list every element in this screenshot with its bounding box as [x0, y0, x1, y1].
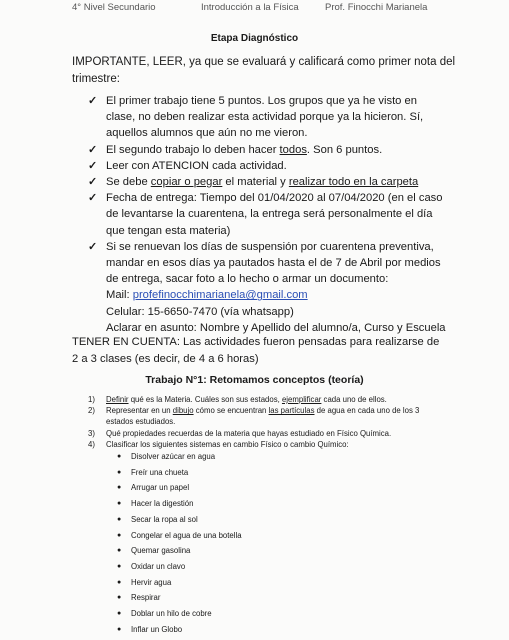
- item-text: Leer con ATENCION cada actividad.: [106, 159, 287, 172]
- bullet-icon: ●: [117, 547, 122, 555]
- list-item: [106, 577, 428, 588]
- list-item: [106, 561, 428, 572]
- list-item: [88, 174, 448, 190]
- checkmark-icon: ✓: [88, 192, 98, 205]
- list-item: [106, 624, 428, 635]
- bullet-icon: ●: [117, 515, 122, 523]
- bullet-icon: ●: [117, 594, 122, 602]
- task-item: [88, 439, 428, 635]
- list-item: [106, 530, 428, 541]
- list-item: [88, 190, 448, 239]
- task-text: Qué propiedades recuerdas de la materia que hayas estudiado en Físico Química.: [106, 428, 392, 438]
- contact-block: [106, 287, 448, 336]
- list-item-text: Respirar: [131, 593, 161, 603]
- email-link[interactable]: profefinocchimarianela@gmail.com: [132, 289, 308, 302]
- list-item-text: Hervir agua: [131, 577, 172, 587]
- task-number: 4): [88, 439, 95, 449]
- bullet-icon: ●: [117, 562, 122, 570]
- checkmark-icon: ✓: [88, 240, 98, 253]
- task-item: [88, 405, 428, 427]
- header-teacher: Prof. Finocchi Marianela: [325, 2, 428, 13]
- list-item-text: Quemar gasolina: [131, 546, 191, 556]
- mail-line: [106, 287, 448, 303]
- task-text: Representar en un: [106, 406, 173, 416]
- checkmark-icon: ✓: [88, 159, 98, 172]
- bullet-icon: ●: [117, 484, 122, 492]
- list-item: [106, 514, 428, 525]
- assignment-title: Trabajo N°1: Retomamos conceptos (teoría): [145, 374, 364, 386]
- task-item: [88, 394, 428, 405]
- list-item: [106, 498, 428, 509]
- tasks-list: [88, 394, 428, 639]
- list-item-text: Oxidar un clavo: [131, 561, 186, 571]
- mail-label: Mail:: [106, 289, 133, 302]
- task-item: [88, 428, 428, 439]
- list-item-text: Inflar un Globo: [131, 624, 183, 634]
- item-text: . Son 6 puntos.: [306, 143, 383, 156]
- list-item: [106, 545, 428, 556]
- bullet-icon: ●: [117, 610, 122, 618]
- page-title: Etapa Diagnóstico: [210, 33, 299, 44]
- intro-paragraph: IMPORTANTE, LEER, ya que se evaluará y calificará como primer nota del trimestre:: [72, 56, 456, 85]
- task-number: 1): [88, 395, 95, 404]
- bullet-icon: ●: [117, 578, 122, 586]
- task-text: cómo se encuentran: [193, 406, 269, 416]
- task-text-underlined: ejemplificar: [281, 395, 322, 404]
- checkmark-icon: ✓: [88, 176, 98, 189]
- bullet-icon: ●: [117, 625, 122, 633]
- list-item: [88, 239, 448, 336]
- item-text: Se debe: [106, 176, 151, 189]
- phone-line: Celular: 15-6650-7470 (vía whatsapp): [106, 305, 294, 318]
- list-item-text: Secar la ropa al sol: [131, 514, 198, 524]
- list-item: [88, 93, 448, 142]
- item-text: Si se renuevan los días de suspensión por cuarentena preventiva, mandar en esos días ya pautados hasta el de 7 de Abril por medios de entrega, sacar foto a lo hecho o armar un documento:: [106, 240, 441, 286]
- task-text: de agua en cada uno de los 3 estados estudiados.: [106, 406, 420, 427]
- list-item: [106, 467, 428, 478]
- task-text: qué es la Materia. Cuáles son sus estados,: [128, 395, 282, 404]
- task-text-underlined: dibujo: [172, 406, 194, 416]
- task-text-underlined: Definir: [106, 395, 129, 404]
- item-text-underlined: realizar todo en la carpeta: [288, 176, 419, 189]
- subject-line: Aclarar en asunto: Nombre y Apellido del alumno/a, Curso y Escuela: [106, 321, 446, 334]
- checkmark-icon: ✓: [88, 143, 98, 156]
- item-text-underlined: todos: [279, 143, 307, 156]
- list-item-text: Freír una chueta: [131, 467, 189, 477]
- task-number: 3): [88, 428, 95, 438]
- bullet-icon: ●: [117, 453, 122, 461]
- list-item: [106, 451, 428, 462]
- header-level: 4° Nivel Secundario: [72, 2, 156, 13]
- list-item: [106, 592, 428, 603]
- instructions-checklist: [88, 93, 448, 336]
- item-text: El primer trabajo tiene 5 puntos. Los grupos que ya he visto en clase, no deben realizar esta actividad porque ya la hicieron. Sí, aquellos alumnos que aún no me vieron.: [106, 95, 424, 140]
- list-item-text: Hacer la digestión: [131, 499, 194, 509]
- bullet-icon: ●: [117, 468, 122, 476]
- classification-list: [106, 451, 428, 635]
- item-text: El segundo trabajo lo deben hacer: [106, 143, 280, 156]
- task-text: cada uno de ellos.: [321, 395, 387, 404]
- item-text-underlined: copiar o pegar: [150, 176, 223, 189]
- list-item: [106, 608, 428, 619]
- list-item-text: Congelar el agua de una botella: [131, 530, 242, 540]
- list-item-text: Doblar un hilo de cobre: [131, 609, 212, 619]
- task-number: 2): [88, 406, 95, 416]
- header-subject: Introducción a la Física: [201, 2, 299, 13]
- task-text: Clasificar los siguientes sistemas en cambio Físico o cambio Químico:: [106, 439, 349, 449]
- bullet-icon: ●: [117, 500, 122, 508]
- list-item-text: Arrugar un papel: [131, 483, 190, 493]
- list-item: [88, 158, 448, 174]
- list-item: [106, 482, 428, 493]
- item-text: el material y: [222, 176, 289, 189]
- note-paragraph: TENER EN CUENTA: Las actividades fueron pensadas para realizarse de 2 a 3 clases (es decir, de 4 a 6 horas): [72, 336, 440, 365]
- item-text: Fecha de entrega: Tiempo del 01/04/2020 al 07/04/2020 (en el caso de levantarse la cuarentena, la entrega será personalmente el día que tengan esta materia): [106, 192, 443, 237]
- list-item-text: Disolver azúcar en agua: [131, 452, 216, 462]
- task-text-underlined: las partículas: [268, 406, 315, 416]
- checkmark-icon: ✓: [88, 95, 98, 107]
- bullet-icon: ●: [117, 531, 122, 539]
- list-item: [88, 142, 448, 158]
